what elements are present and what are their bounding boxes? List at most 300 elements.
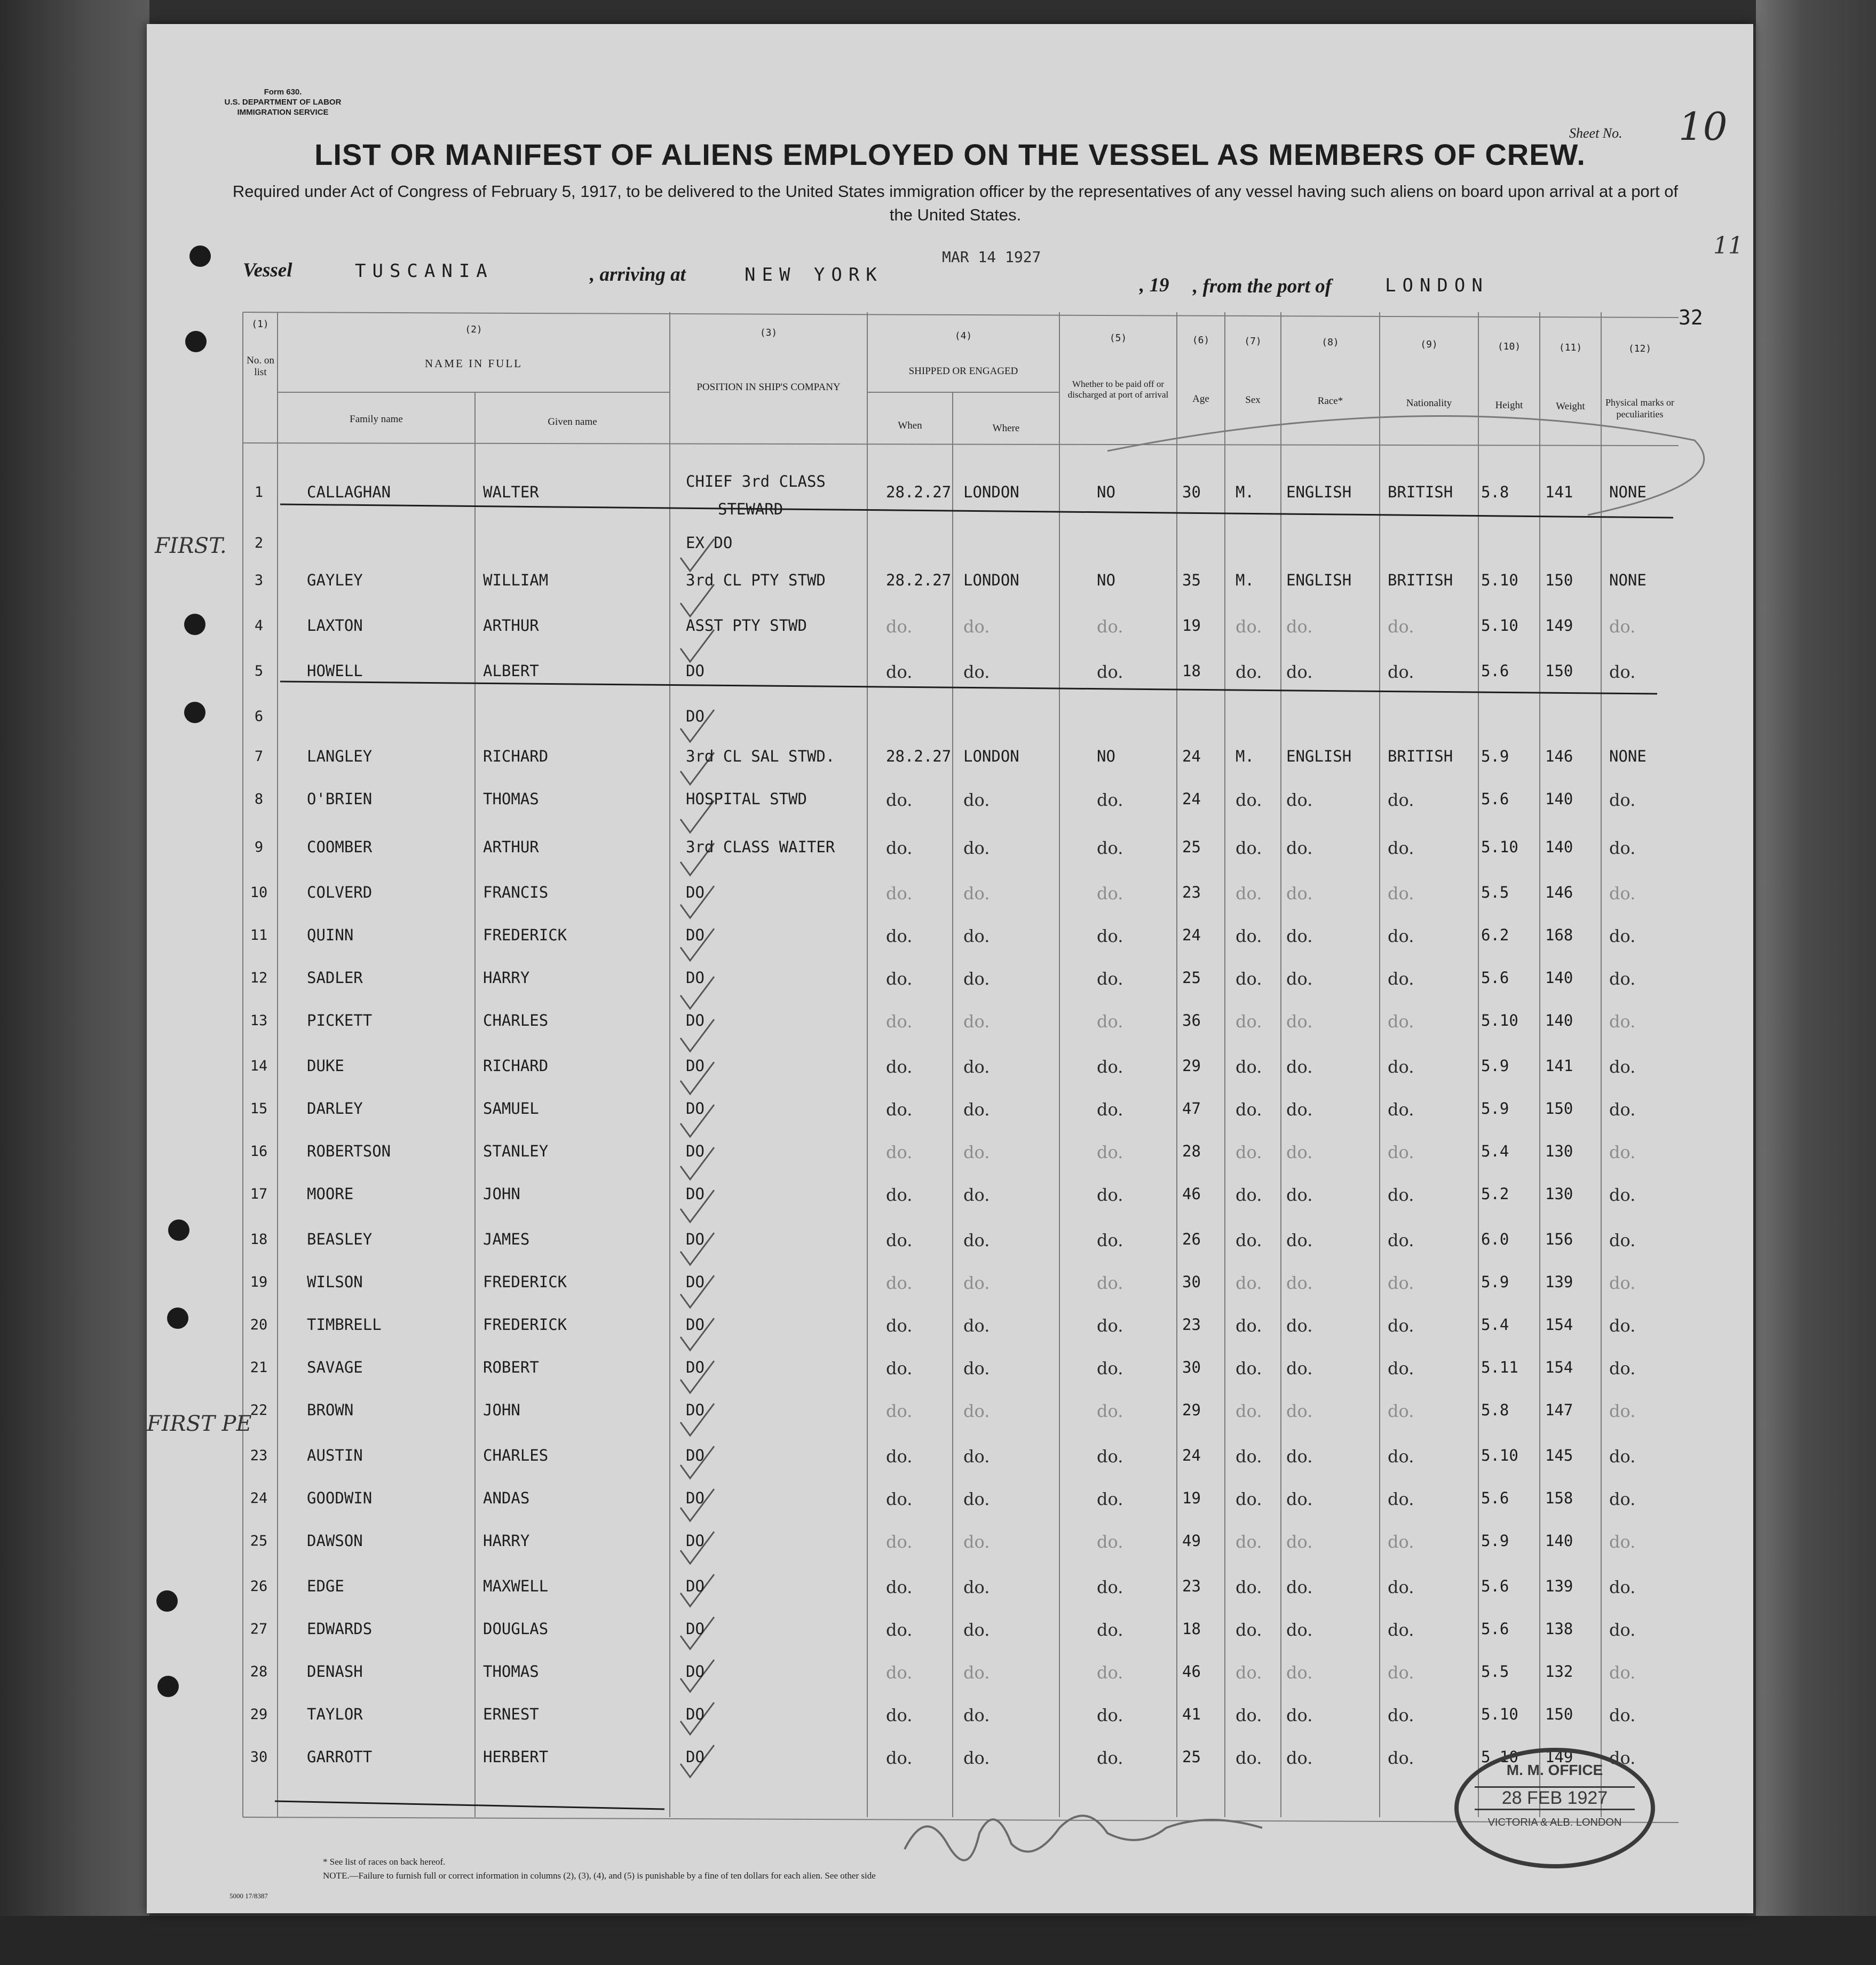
stamp-location: VICTORIA & ALB. LONDON — [1487, 1817, 1622, 1828]
cell-paid: do. — [1097, 1532, 1123, 1552]
cell-when: do. — [886, 1532, 913, 1552]
cell-nat: do. — [1388, 1662, 1414, 1683]
cell-where: do. — [963, 1316, 990, 1336]
cell-family: HOWELL — [307, 662, 363, 680]
cell-no: 9 — [254, 839, 264, 855]
cell-no: 12 — [250, 970, 268, 986]
cell-height: 5.5 — [1481, 883, 1509, 901]
cell-nat: do. — [1388, 1142, 1414, 1162]
cell-race: do. — [1286, 1401, 1313, 1421]
cell-age: 18 — [1182, 1620, 1201, 1638]
cell-no: 2 — [254, 535, 264, 551]
cell-position: DO — [686, 1577, 705, 1595]
sheet-number-label: Sheet No. — [1569, 125, 1622, 141]
cell-position: 3rd CLASS WAITER — [686, 838, 835, 856]
col-number-10: (10) — [1497, 341, 1521, 352]
cell-race: do. — [1286, 883, 1313, 904]
col-number-11: (11) — [1558, 342, 1582, 353]
cell-age: 30 — [1182, 1273, 1201, 1291]
cell-sex: do. — [1236, 1057, 1262, 1077]
cell-position-line2: STEWARD — [718, 500, 783, 518]
cell-nat: do. — [1388, 1401, 1414, 1421]
cell-age: 36 — [1182, 1011, 1201, 1029]
cell-where: do. — [963, 1748, 990, 1768]
cell-height: 5.9 — [1481, 1057, 1509, 1075]
cell-where: do. — [963, 926, 990, 946]
cell-height: 5.6 — [1481, 1489, 1509, 1507]
cell-where: do. — [963, 1185, 990, 1205]
cell-nat: do. — [1388, 1577, 1414, 1597]
cell-given: SAMUEL — [483, 1099, 539, 1118]
cell-race: do. — [1286, 1142, 1313, 1162]
cell-nat: do. — [1388, 883, 1414, 904]
cell-marks: do. — [1609, 1748, 1636, 1768]
cell-family: LANGLEY — [307, 747, 373, 765]
header-where: Where — [992, 423, 1020, 434]
header-name-in-full: NAME IN FULL — [425, 357, 523, 370]
cell-where: do. — [963, 1057, 990, 1077]
col-number-12: (12) — [1628, 343, 1652, 354]
cell-height: 5.10 — [1481, 1748, 1518, 1766]
cell-age: 46 — [1182, 1662, 1201, 1681]
cell-position: DO — [686, 1057, 705, 1075]
cell-weight: 154 — [1545, 1358, 1573, 1376]
cell-age: 24 — [1182, 1446, 1201, 1464]
cell-marks: do. — [1609, 1620, 1636, 1640]
cell-weight: 156 — [1545, 1230, 1573, 1248]
cell-sex: do. — [1236, 790, 1262, 810]
cell-when: do. — [886, 1577, 913, 1597]
cell-position: DO — [686, 1620, 705, 1638]
sheet-number: 10 — [1679, 104, 1728, 149]
stamp-office: M. M. OFFICE — [1506, 1762, 1603, 1778]
cell-race: do. — [1286, 1577, 1313, 1597]
cell-marks: do. — [1609, 1705, 1636, 1725]
cell-age: 29 — [1182, 1401, 1201, 1419]
cell-height: 5.10 — [1481, 1011, 1518, 1029]
cell-nat: do. — [1388, 1358, 1414, 1378]
from-port: LONDON — [1385, 275, 1489, 296]
cell-when: 28.2.27 — [886, 571, 952, 589]
cell-position: DO — [686, 1358, 705, 1376]
cell-race: do. — [1286, 1099, 1313, 1120]
cell-height: 6.0 — [1481, 1230, 1509, 1248]
cell-no: 10 — [250, 884, 268, 901]
cell-when: 28.2.27 — [886, 747, 952, 765]
cell-when: 28.2.27 — [886, 483, 952, 501]
manifest-sheet — [147, 24, 1753, 1913]
cell-race: do. — [1286, 790, 1313, 810]
cell-where: do. — [963, 1230, 990, 1250]
cell-no: 25 — [250, 1533, 268, 1549]
cell-marks: do. — [1609, 883, 1636, 904]
cell-given: ERNEST — [483, 1705, 539, 1723]
cell-family: COOMBER — [307, 838, 373, 856]
cell-where: do. — [963, 1489, 990, 1509]
cell-marks: do. — [1609, 662, 1636, 682]
cell-nat: do. — [1388, 1316, 1414, 1336]
cell-where: do. — [963, 1273, 990, 1293]
cell-nat: BRITISH — [1388, 483, 1453, 501]
cell-sex: do. — [1236, 1446, 1262, 1467]
cell-race: ENGLISH — [1286, 571, 1352, 589]
cell-height: 5.6 — [1481, 662, 1509, 680]
cell-family: ROBERTSON — [307, 1142, 391, 1160]
cell-paid: do. — [1097, 1142, 1123, 1162]
cell-no: 11 — [250, 927, 268, 944]
cell-paid: NO — [1097, 747, 1115, 765]
page-title: LIST OR MANIFEST OF ALIENS EMPLOYED ON THE VESSEL AS MEMBERS OF CREW. — [314, 138, 1586, 171]
cell-given: CHARLES — [483, 1446, 549, 1464]
cell-when: do. — [886, 926, 913, 946]
cell-nat: do. — [1388, 1532, 1414, 1552]
footnote-races: * See list of races on back hereof. — [323, 1857, 446, 1867]
cell-weight: 146 — [1545, 883, 1573, 901]
cell-position: CHIEF 3rd CLASS — [686, 472, 826, 490]
cell-no: 16 — [250, 1143, 268, 1160]
cell-family: BEASLEY — [307, 1230, 373, 1248]
cell-given: JAMES — [483, 1230, 530, 1248]
cell-position: DO — [686, 1662, 705, 1681]
cell-height: 5.9 — [1481, 1099, 1509, 1118]
margin-note-right: 11 — [1713, 232, 1743, 259]
cell-position: DO — [686, 1185, 705, 1203]
cell-sex: do. — [1236, 662, 1262, 682]
cell-when: do. — [886, 1620, 913, 1640]
cell-position: DO — [686, 662, 705, 680]
cell-family: SADLER — [307, 969, 363, 987]
cell-family: EDGE — [307, 1577, 344, 1595]
cell-paid: do. — [1097, 1099, 1123, 1120]
cell-position: DO — [686, 883, 705, 901]
cell-nat: do. — [1388, 1099, 1414, 1120]
cell-weight: 140 — [1545, 969, 1573, 987]
cell-given: RICHARD — [483, 747, 549, 765]
cell-no: 1 — [254, 484, 264, 501]
cell-nat: do. — [1388, 1011, 1414, 1032]
cell-nat: do. — [1388, 1230, 1414, 1250]
cell-where: do. — [963, 1099, 990, 1120]
cell-age: 30 — [1182, 1358, 1201, 1376]
cell-weight: 132 — [1545, 1662, 1573, 1681]
cell-race: do. — [1286, 1532, 1313, 1552]
cell-no: 6 — [254, 708, 264, 725]
cell-height: 5.10 — [1481, 616, 1518, 635]
cell-race: do. — [1286, 969, 1313, 989]
header-when: When — [898, 420, 922, 431]
cell-race: do. — [1286, 1011, 1313, 1032]
cell-weight: 130 — [1545, 1142, 1573, 1160]
cell-no: 26 — [250, 1578, 268, 1595]
cell-marks: do. — [1609, 926, 1636, 946]
cell-paid: do. — [1097, 790, 1123, 810]
cell-when: do. — [886, 1316, 913, 1336]
cell-position: DO — [686, 1011, 705, 1029]
cell-when: do. — [886, 1662, 913, 1683]
cell-given: CHARLES — [483, 1011, 549, 1029]
cell-paid: do. — [1097, 1316, 1123, 1336]
cell-when: do. — [886, 1185, 913, 1205]
cell-race: do. — [1286, 1620, 1313, 1640]
header-shipped-engaged: SHIPPED OR ENGAGED — [908, 366, 1018, 377]
cell-weight: 150 — [1545, 1099, 1573, 1118]
cell-age: 19 — [1182, 1489, 1201, 1507]
cell-family: DARLEY — [307, 1099, 363, 1118]
cell-age: 46 — [1182, 1185, 1201, 1203]
cell-weight: 168 — [1545, 926, 1573, 944]
header-physical-marks: Physical marks or peculiarities — [1605, 397, 1674, 419]
page-count: 32 — [1679, 306, 1703, 329]
cell-sex: do. — [1236, 1705, 1262, 1725]
header-nationality: Nationality — [1406, 398, 1452, 409]
cell-given: HERBERT — [483, 1748, 549, 1766]
cell-age: 25 — [1182, 838, 1201, 856]
cell-race: do. — [1286, 1446, 1313, 1467]
header-weight: Weight — [1556, 401, 1585, 412]
cell-no: 7 — [254, 748, 264, 765]
cell-sex: do. — [1236, 883, 1262, 904]
cell-family: TIMBRELL — [307, 1316, 382, 1334]
cell-weight: 149 — [1545, 616, 1573, 635]
cell-position: DO — [686, 926, 705, 944]
cell-height: 5.10 — [1481, 1705, 1518, 1723]
cell-nat: do. — [1388, 1446, 1414, 1467]
cell-family: MOORE — [307, 1185, 354, 1203]
cell-when: do. — [886, 1748, 913, 1768]
cell-when: do. — [886, 1099, 913, 1120]
cell-paid: do. — [1097, 1705, 1123, 1725]
cell-sex: do. — [1236, 1358, 1262, 1378]
cell-family: LAXTON — [307, 616, 363, 635]
cell-sex: do. — [1236, 926, 1262, 946]
cell-given: WILLIAM — [483, 571, 549, 589]
cell-no: 22 — [250, 1402, 268, 1419]
header-family-name: Family name — [350, 414, 403, 425]
cell-paid: do. — [1097, 1185, 1123, 1205]
cell-nat: do. — [1388, 969, 1414, 989]
cell-race: do. — [1286, 1273, 1313, 1293]
cell-height: 5.10 — [1481, 1446, 1518, 1464]
cell-weight: 139 — [1545, 1273, 1573, 1291]
header-position: POSITION IN SHIP'S COMPANY — [696, 382, 841, 393]
cell-race: do. — [1286, 662, 1313, 682]
cell-marks: do. — [1609, 1142, 1636, 1162]
cell-given: JOHN — [483, 1185, 520, 1203]
cell-height: 5.10 — [1481, 571, 1518, 589]
cell-age: 23 — [1182, 1577, 1201, 1595]
service-name: IMMIGRATION SERVICE — [237, 108, 329, 117]
cell-nat: do. — [1388, 838, 1414, 858]
cell-sex: do. — [1236, 1185, 1262, 1205]
cell-sex: do. — [1236, 1748, 1262, 1768]
cell-given: FREDERICK — [483, 1273, 567, 1291]
cell-weight: 154 — [1545, 1316, 1573, 1334]
cell-no: 17 — [250, 1186, 268, 1202]
cell-age: 19 — [1182, 616, 1201, 635]
cell-race: do. — [1286, 1662, 1313, 1683]
cell-family: DUKE — [307, 1057, 344, 1075]
cell-where: do. — [963, 790, 990, 810]
cell-race: do. — [1286, 616, 1313, 637]
cell-paid: do. — [1097, 1358, 1123, 1378]
cell-given: RICHARD — [483, 1057, 549, 1075]
cell-nat: do. — [1388, 1705, 1414, 1725]
cell-weight: 140 — [1545, 1532, 1573, 1550]
cell-race: do. — [1286, 1057, 1313, 1077]
cell-no: 13 — [250, 1012, 268, 1029]
cell-nat: do. — [1388, 790, 1414, 810]
cell-where: do. — [963, 838, 990, 858]
cell-when: do. — [886, 1142, 913, 1162]
cell-given: HARRY — [483, 1532, 530, 1550]
cell-sex: M. — [1236, 571, 1254, 589]
cell-paid: do. — [1097, 1577, 1123, 1597]
cell-given: ARTHUR — [483, 616, 539, 635]
cell-height: 5.11 — [1481, 1358, 1518, 1376]
cell-height: 5.4 — [1481, 1142, 1509, 1160]
cell-when: do. — [886, 616, 913, 637]
cell-marks: do. — [1609, 1185, 1636, 1205]
header-paid-off: Whether to be paid off or discharged at port of arrival — [1067, 379, 1169, 400]
cell-when: do. — [886, 1230, 913, 1250]
cell-given: STANLEY — [483, 1142, 549, 1160]
cell-weight: 150 — [1545, 571, 1573, 589]
cell-age: 41 — [1182, 1705, 1201, 1723]
cell-given: FREDERICK — [483, 1316, 567, 1334]
cell-nat: do. — [1388, 1185, 1414, 1205]
cell-nat: BRITISH — [1388, 571, 1453, 589]
cell-paid: do. — [1097, 616, 1123, 637]
cell-when: do. — [886, 1401, 913, 1421]
cell-height: 5.4 — [1481, 1316, 1509, 1334]
cell-height: 5.6 — [1481, 1577, 1509, 1595]
cell-age: 49 — [1182, 1532, 1201, 1550]
cell-weight: 140 — [1545, 1011, 1573, 1029]
cell-sex: do. — [1236, 1099, 1262, 1120]
cell-race: do. — [1286, 926, 1313, 946]
cell-given: FREDERICK — [483, 926, 567, 944]
cell-height: 5.10 — [1481, 838, 1518, 856]
cell-where: LONDON — [963, 483, 1019, 501]
print-code: 5000 17/8387 — [229, 1892, 268, 1900]
cell-family: GOODWIN — [307, 1489, 373, 1507]
cell-sex: do. — [1236, 1316, 1262, 1336]
cell-age: 23 — [1182, 883, 1201, 901]
cell-age: 24 — [1182, 747, 1201, 765]
cell-where: do. — [963, 662, 990, 682]
cell-nat: do. — [1388, 926, 1414, 946]
margin-note-first: FIRST. — [155, 534, 227, 558]
arrival-port: NEW YORK — [745, 264, 883, 286]
cell-no: 18 — [250, 1231, 268, 1248]
cell-marks: NONE — [1609, 571, 1647, 589]
cell-when: do. — [886, 1011, 913, 1032]
margin-note-first-pe: FIRST PE — [147, 1412, 252, 1436]
cell-sex: do. — [1236, 616, 1262, 637]
cell-position: DO — [686, 1446, 705, 1464]
cell-given: DOUGLAS — [483, 1620, 549, 1638]
header-race: Race* — [1317, 395, 1343, 407]
cell-sex: do. — [1236, 1011, 1262, 1032]
cell-where: do. — [963, 1401, 990, 1421]
cell-age: 26 — [1182, 1230, 1201, 1248]
cell-age: 30 — [1182, 483, 1201, 501]
cell-position: DO — [686, 707, 705, 725]
cell-marks: do. — [1609, 616, 1636, 637]
cell-nat: do. — [1388, 616, 1414, 637]
cell-age: 24 — [1182, 926, 1201, 944]
cell-no: 5 — [254, 663, 264, 679]
cell-given: ARTHUR — [483, 838, 539, 856]
cell-marks: do. — [1609, 1532, 1636, 1552]
cell-when: do. — [886, 1705, 913, 1725]
cell-no: 4 — [254, 617, 264, 634]
cell-weight: 158 — [1545, 1489, 1573, 1507]
cell-where: do. — [963, 1620, 990, 1640]
cell-weight: 140 — [1545, 790, 1573, 808]
footer-note: NOTE.—Failure to furnish full or correct information in columns (2), (3), (4), and (5) is punishable by a fine of ten dollars for each alien. See other side — [323, 1871, 876, 1881]
cell-paid: do. — [1097, 1620, 1123, 1640]
cell-marks: do. — [1609, 1577, 1636, 1597]
cell-paid: do. — [1097, 883, 1123, 904]
cell-sex: M. — [1236, 483, 1254, 501]
cell-no: 29 — [250, 1706, 268, 1723]
cell-paid: do. — [1097, 838, 1123, 858]
cell-race: do. — [1286, 1358, 1313, 1378]
cell-sex: do. — [1236, 1142, 1262, 1162]
cell-race: ENGLISH — [1286, 483, 1352, 501]
cell-family: COLVERD — [307, 883, 373, 901]
cell-marks: do. — [1609, 1489, 1636, 1509]
cell-weight: 147 — [1545, 1401, 1573, 1419]
cell-weight: 150 — [1545, 662, 1573, 680]
col-number-4: (4) — [954, 330, 972, 342]
cell-no: 19 — [250, 1274, 268, 1290]
cell-age: 35 — [1182, 571, 1201, 589]
cell-race: do. — [1286, 1185, 1313, 1205]
vessel-label: Vessel — [243, 259, 292, 281]
cell-position: DO — [686, 1230, 705, 1248]
cell-when: do. — [886, 790, 913, 810]
cell-age: 29 — [1182, 1057, 1201, 1075]
cell-given: ROBERT — [483, 1358, 539, 1376]
cell-marks: do. — [1609, 1662, 1636, 1683]
cell-marks: do. — [1609, 1401, 1636, 1421]
scanner-background-top — [0, 0, 1876, 27]
cell-when: do. — [886, 1057, 913, 1077]
cell-no: 14 — [250, 1058, 268, 1074]
cell-sex: do. — [1236, 1532, 1262, 1552]
cell-no: 30 — [250, 1749, 268, 1765]
cell-sex: do. — [1236, 1273, 1262, 1293]
scanner-background-bottom — [0, 1916, 1876, 1965]
cell-age: 47 — [1182, 1099, 1201, 1118]
cell-paid: do. — [1097, 1748, 1123, 1768]
cell-paid: do. — [1097, 1011, 1123, 1032]
cell-family: SAVAGE — [307, 1358, 363, 1376]
year-label: , 19 — [1139, 274, 1169, 296]
cell-where: do. — [963, 1662, 990, 1683]
cell-marks: do. — [1609, 1011, 1636, 1032]
cell-when: do. — [886, 838, 913, 858]
cell-marks: do. — [1609, 1057, 1636, 1077]
cell-position: DO — [686, 1273, 705, 1291]
cell-family: GARROTT — [307, 1748, 373, 1766]
cell-sex: do. — [1236, 1577, 1262, 1597]
header-no-on-list: No. on list — [247, 355, 274, 378]
cell-family: TAYLOR — [307, 1705, 363, 1723]
cell-where: do. — [963, 1142, 990, 1162]
